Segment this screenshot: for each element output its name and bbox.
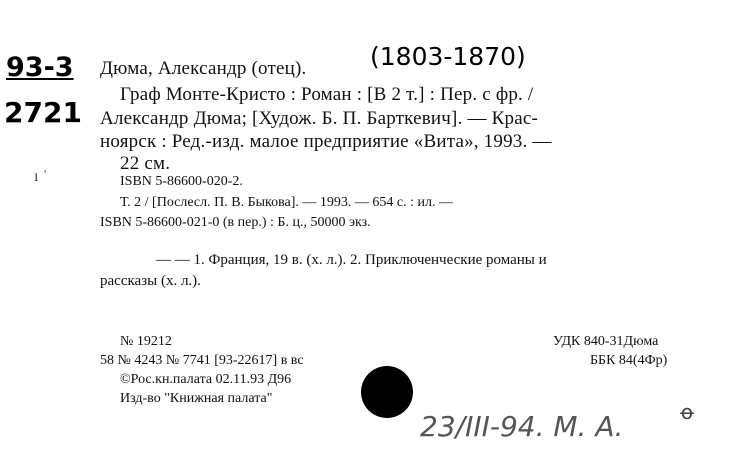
corner-scribble: ꝋ [680, 402, 695, 424]
pencil-note: 23/III-94. М. А. [420, 410, 624, 443]
isbn-general: ISBN 5-86600-020-2. [120, 174, 243, 189]
volume-isbn: ISBN 5-86600-021-0 (в пер.) : Б. ц., 50000 экз. [100, 215, 371, 230]
subjects-line: — — 1. Франция, 19 в. (х. л.). 2. Приключенческие романы и [156, 252, 547, 268]
shelfmark-top: 93-3 [6, 52, 74, 83]
ink-blot [361, 366, 413, 418]
responsibility-line: Александр Дюма; [Худож. Б. П. Барткевич]. — Крас- [100, 108, 538, 129]
handwritten-dates: (1803-1870) [370, 42, 526, 71]
record-number: № 19212 [120, 334, 172, 349]
order-line: 58 № 4243 № 7741 [93-22617] в вс [100, 353, 304, 368]
publisher-line: Изд-во "Книжная палата" [120, 391, 273, 406]
volume-line: Т. 2 / [Послесл. П. В. Быкова]. — 1993. — 654 с. : ил. — [120, 195, 453, 210]
title-line: Граф Монте-Кристо : Роман : [В 2 т.] : Пер. с фр. / [120, 84, 534, 105]
bbk-code: ББК 84(4Фр) [590, 353, 668, 368]
author-heading: Дюма, Александр (отец). [100, 58, 307, 79]
stray-mark: ı ˈ [34, 168, 48, 185]
chamber-stamp: ©Рос.кн.палата 02.11.93 Д96 [120, 372, 292, 387]
imprint-line: ноярск : Ред.-изд. малое предприятие «Вита», 1993. — [100, 131, 552, 152]
shelfmark-bottom: 2721 [4, 96, 82, 129]
udk-code: УДК 840-31Дюма [553, 334, 659, 349]
subjects-line-2: рассказы (х. л.). [100, 273, 201, 289]
size-line: 22 см. [120, 153, 171, 174]
